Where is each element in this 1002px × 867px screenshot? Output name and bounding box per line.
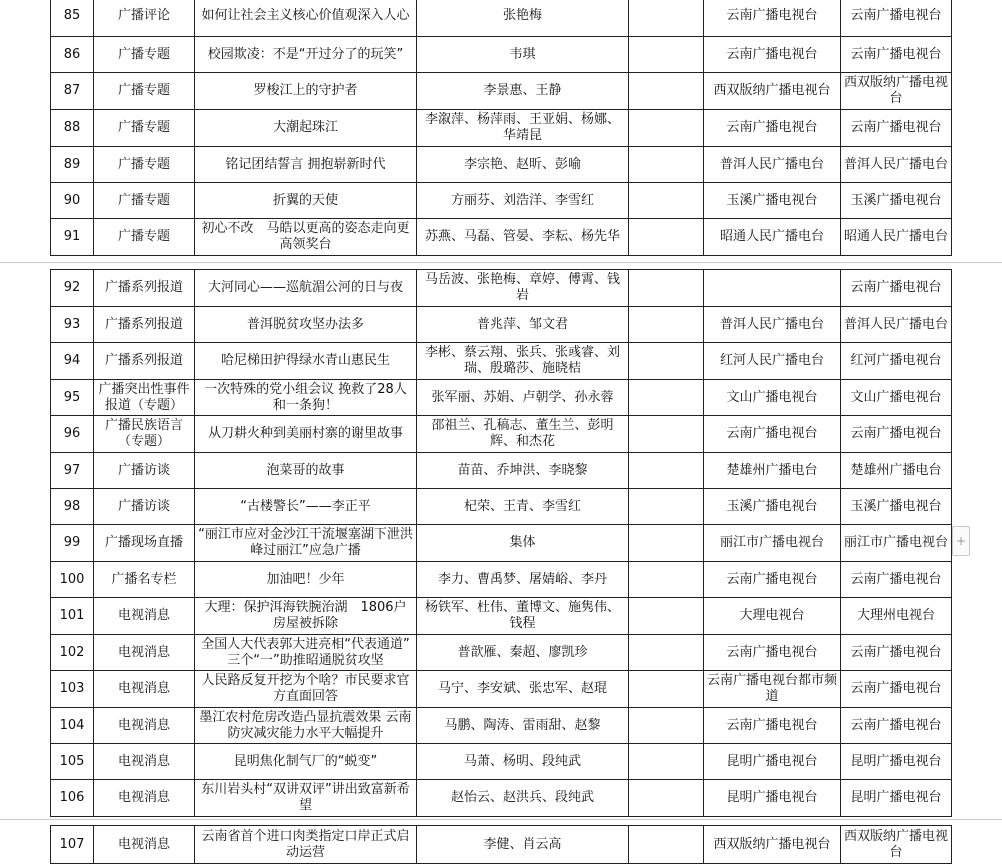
table-row bbox=[51, 343, 952, 380]
row-recommender: 楚雄州广播电台 bbox=[841, 453, 952, 489]
row-number: 107 bbox=[51, 826, 94, 864]
row-authors: 邵祖兰、孔稿志、董生兰、彭明辉、和杰花 bbox=[417, 416, 629, 453]
row-publisher: 西双版纳广播电视台 bbox=[704, 826, 841, 864]
table-row bbox=[51, 744, 952, 780]
table-row bbox=[51, 73, 952, 110]
row-authors: 马萧、杨明、段纯武 bbox=[417, 744, 629, 780]
row-category: 电视消息 bbox=[94, 635, 195, 671]
row-category: 广播专题 bbox=[94, 73, 195, 110]
row-number: 101 bbox=[51, 598, 94, 635]
row-blank-cell bbox=[629, 0, 704, 37]
row-title: 校园欺凌：不是“开过分了的玩笑” bbox=[195, 37, 417, 73]
row-authors: 韦琪 bbox=[417, 37, 629, 73]
row-authors: 苗苗、乔坤洪、李晓黎 bbox=[417, 453, 629, 489]
row-number: 94 bbox=[51, 343, 94, 380]
row-category: 广播系列报道 bbox=[94, 343, 195, 380]
page-break-line bbox=[0, 262, 1002, 263]
row-recommender: 云南广播电视台 bbox=[841, 635, 952, 671]
row-category: 广播专题 bbox=[94, 219, 195, 256]
row-number: 86 bbox=[51, 37, 94, 73]
row-category: 广播专题 bbox=[94, 110, 195, 147]
row-blank-cell bbox=[629, 598, 704, 635]
row-recommender: 昭通人民广播电台 bbox=[841, 219, 952, 256]
table-row bbox=[51, 147, 952, 183]
row-blank-cell bbox=[629, 73, 704, 110]
row-title: 初心不改 马皓以更高的姿态走向更高领奖台 bbox=[195, 219, 417, 256]
row-number: 89 bbox=[51, 147, 94, 183]
row-recommender: 玉溪广播电视台 bbox=[841, 183, 952, 219]
row-authors: 集体 bbox=[417, 525, 629, 562]
row-number: 102 bbox=[51, 635, 94, 671]
row-recommender: 云南广播电视台 bbox=[841, 562, 952, 598]
row-publisher: 玉溪广播电视台 bbox=[704, 183, 841, 219]
page-break-line bbox=[0, 819, 1002, 820]
row-title: 全国人大代表郭大进亮相“代表通道” 三个“一”助推昭通脱贫攻坚 bbox=[195, 635, 417, 671]
row-blank-cell bbox=[629, 453, 704, 489]
row-blank-cell bbox=[629, 744, 704, 780]
row-number: 103 bbox=[51, 671, 94, 708]
row-category: 广播访谈 bbox=[94, 453, 195, 489]
row-category: 电视消息 bbox=[94, 780, 195, 817]
row-category: 广播评论 bbox=[94, 0, 195, 37]
table-row bbox=[51, 453, 952, 489]
table-row bbox=[51, 525, 952, 562]
row-authors: 苏燕、马磊、管晏、李耘、杨先华 bbox=[417, 219, 629, 256]
row-authors: 普歆雁、秦超、廖凯珍 bbox=[417, 635, 629, 671]
row-publisher: 普洱人民广播电台 bbox=[704, 147, 841, 183]
table-row bbox=[51, 780, 952, 817]
table-row bbox=[51, 270, 952, 307]
row-blank-cell bbox=[629, 270, 704, 307]
row-title: 加油吧！少年 bbox=[195, 562, 417, 598]
row-publisher bbox=[704, 270, 841, 307]
table-row bbox=[51, 671, 952, 708]
row-publisher: 昆明广播电视台 bbox=[704, 780, 841, 817]
row-title: 大河同心——巡航湄公河的日与夜 bbox=[195, 270, 417, 307]
row-title: 人民路反复开挖为个啥？市民要求官方直面回答 bbox=[195, 671, 417, 708]
row-publisher: 云南广播电视台 bbox=[704, 37, 841, 73]
table-row bbox=[51, 219, 952, 256]
table-row bbox=[51, 826, 952, 864]
row-title: 哈尼梯田护得绿水青山惠民生 bbox=[195, 343, 417, 380]
row-recommender: 云南广播电视台 bbox=[841, 270, 952, 307]
row-blank-cell bbox=[629, 489, 704, 525]
awards-table-block-2 bbox=[50, 269, 952, 817]
row-number: 88 bbox=[51, 110, 94, 147]
row-recommender: 红河广播电视台 bbox=[841, 343, 952, 380]
row-title: 如何让社会主义核心价值观深入人心 bbox=[195, 0, 417, 37]
row-category: 电视消息 bbox=[94, 744, 195, 780]
row-title: 云南省首个进口肉类指定口岸正式启动运营 bbox=[195, 826, 417, 864]
row-blank-cell bbox=[629, 219, 704, 256]
row-authors: 赵怡云、赵洪兵、段纯武 bbox=[417, 780, 629, 817]
row-category: 广播专题 bbox=[94, 37, 195, 73]
table-row bbox=[51, 708, 952, 744]
row-title: 普洱脱贫攻坚办法多 bbox=[195, 307, 417, 343]
row-title: 从刀耕火种到美丽村寨的谢里故事 bbox=[195, 416, 417, 453]
row-number: 87 bbox=[51, 73, 94, 110]
row-publisher: 云南广播电视台 bbox=[704, 708, 841, 744]
row-category: 电视消息 bbox=[94, 708, 195, 744]
row-category: 电视消息 bbox=[94, 671, 195, 708]
row-number: 105 bbox=[51, 744, 94, 780]
row-publisher: 文山广播电视台 bbox=[704, 380, 841, 416]
row-authors: 杞荣、王青、李雪红 bbox=[417, 489, 629, 525]
row-title: 大潮起珠江 bbox=[195, 110, 417, 147]
row-category: 广播民族语言（专题） bbox=[94, 416, 195, 453]
row-publisher: 云南广播电视台 bbox=[704, 635, 841, 671]
row-publisher: 玉溪广播电视台 bbox=[704, 489, 841, 525]
row-recommender: 普洱人民广播电台 bbox=[841, 307, 952, 343]
row-blank-cell bbox=[629, 380, 704, 416]
row-title: 墨江农村危房改造凸显抗震效果 云南防灾减灾能力水平大幅提升 bbox=[195, 708, 417, 744]
row-blank-cell bbox=[629, 780, 704, 817]
row-title: 泡菜哥的故事 bbox=[195, 453, 417, 489]
row-number: 91 bbox=[51, 219, 94, 256]
table-row bbox=[51, 37, 952, 73]
row-authors: 张艳梅 bbox=[417, 0, 629, 37]
row-category: 电视消息 bbox=[94, 598, 195, 635]
row-publisher: 昆明广播电视台 bbox=[704, 744, 841, 780]
row-blank-cell bbox=[629, 826, 704, 864]
plus-icon[interactable]: + bbox=[952, 526, 970, 556]
row-recommender: 云南广播电视台 bbox=[841, 708, 952, 744]
row-category: 广播名专栏 bbox=[94, 562, 195, 598]
table-row bbox=[51, 598, 952, 635]
row-recommender: 普洱人民广播电台 bbox=[841, 147, 952, 183]
row-publisher: 丽江市广播电视台 bbox=[704, 525, 841, 562]
row-category: 广播现场直播 bbox=[94, 525, 195, 562]
row-recommender: 西双版纳广播电视台 bbox=[841, 73, 952, 110]
row-title: 一次特殊的党小组会议 挽救了28人和一条狗！ bbox=[195, 380, 417, 416]
row-title: 铭记团结誓言 拥抱崭新时代 bbox=[195, 147, 417, 183]
row-publisher: 云南广播电视台 bbox=[704, 110, 841, 147]
row-blank-cell bbox=[629, 416, 704, 453]
table-row bbox=[51, 183, 952, 219]
row-category: 广播系列报道 bbox=[94, 270, 195, 307]
row-blank-cell bbox=[629, 147, 704, 183]
row-category: 广播专题 bbox=[94, 183, 195, 219]
table-row bbox=[51, 635, 952, 671]
row-number: 90 bbox=[51, 183, 94, 219]
row-recommender: 丽江市广播电视台 bbox=[841, 525, 952, 562]
row-number: 85 bbox=[51, 0, 94, 37]
row-recommender: 玉溪广播电视台 bbox=[841, 489, 952, 525]
table-row bbox=[51, 0, 952, 37]
row-category: 广播访谈 bbox=[94, 489, 195, 525]
row-title: 折翼的天使 bbox=[195, 183, 417, 219]
row-blank-cell bbox=[629, 635, 704, 671]
row-authors: 李溆萍、杨萍雨、王亚娟、杨娜、华靖昆 bbox=[417, 110, 629, 147]
row-number: 92 bbox=[51, 270, 94, 307]
row-publisher: 西双版纳广播电视台 bbox=[704, 73, 841, 110]
row-publisher: 楚雄州广播电台 bbox=[704, 453, 841, 489]
row-title: 昆明焦化制气厂的“蜕变” bbox=[195, 744, 417, 780]
row-publisher: 大理电视台 bbox=[704, 598, 841, 635]
row-publisher: 云南广播电视台 bbox=[704, 0, 841, 37]
row-authors: 马鹏、陶涛、雷雨甜、赵黎 bbox=[417, 708, 629, 744]
row-recommender: 西双版纳广播电视台 bbox=[841, 826, 952, 864]
row-number: 93 bbox=[51, 307, 94, 343]
row-authors: 李力、曹禹梦、屠婧峪、李丹 bbox=[417, 562, 629, 598]
row-blank-cell bbox=[629, 562, 704, 598]
row-category: 广播系列报道 bbox=[94, 307, 195, 343]
row-recommender: 大理州电视台 bbox=[841, 598, 952, 635]
row-blank-cell bbox=[629, 37, 704, 73]
table-row bbox=[51, 380, 952, 416]
awards-table-block-3 bbox=[50, 825, 952, 864]
row-recommender: 云南广播电视台 bbox=[841, 416, 952, 453]
awards-table-block-1 bbox=[50, 0, 952, 256]
row-blank-cell bbox=[629, 671, 704, 708]
row-publisher: 普洱人民广播电台 bbox=[704, 307, 841, 343]
row-recommender: 云南广播电视台 bbox=[841, 0, 952, 37]
row-authors: 李健、肖云高 bbox=[417, 826, 629, 864]
row-authors: 方丽芬、刘浩洋、李雪红 bbox=[417, 183, 629, 219]
row-title: 罗梭江上的守护者 bbox=[195, 73, 417, 110]
row-recommender: 昆明广播电视台 bbox=[841, 744, 952, 780]
table-row bbox=[51, 110, 952, 147]
row-publisher: 云南广播电视台都市频道 bbox=[704, 671, 841, 708]
table-row bbox=[51, 416, 952, 453]
row-number: 106 bbox=[51, 780, 94, 817]
row-category: 电视消息 bbox=[94, 826, 195, 864]
row-category: 广播突出性事件报道（专题） bbox=[94, 380, 195, 416]
row-publisher: 云南广播电视台 bbox=[704, 416, 841, 453]
row-title: “丽江市应对金沙江干流堰塞湖下泄洪峰过丽江”应急广播 bbox=[195, 525, 417, 562]
row-blank-cell bbox=[629, 183, 704, 219]
row-number: 104 bbox=[51, 708, 94, 744]
row-number: 100 bbox=[51, 562, 94, 598]
row-number: 98 bbox=[51, 489, 94, 525]
row-recommender: 文山广播电视台 bbox=[841, 380, 952, 416]
row-authors: 李宗艳、赵昕、彭喻 bbox=[417, 147, 629, 183]
row-publisher: 云南广播电视台 bbox=[704, 562, 841, 598]
row-recommender: 昆明广播电视台 bbox=[841, 780, 952, 817]
row-recommender: 云南广播电视台 bbox=[841, 110, 952, 147]
row-authors: 李彬、蔡云翔、张兵、张彧睿、刘瑞、殷璐莎、施晓桔 bbox=[417, 343, 629, 380]
row-title: “古楼警长”——李正平 bbox=[195, 489, 417, 525]
row-blank-cell bbox=[629, 307, 704, 343]
row-title: 东川岩头村“双讲双评”讲出致富新希望 bbox=[195, 780, 417, 817]
row-recommender: 云南广播电视台 bbox=[841, 671, 952, 708]
row-authors: 张军丽、苏娟、卢朝学、孙永蓉 bbox=[417, 380, 629, 416]
row-authors: 杨铁军、杜伟、董博文、施隽伟、钱程 bbox=[417, 598, 629, 635]
table-row bbox=[51, 307, 952, 343]
row-blank-cell bbox=[629, 110, 704, 147]
row-publisher: 红河人民广播电台 bbox=[704, 343, 841, 380]
row-number: 99 bbox=[51, 525, 94, 562]
row-category: 广播专题 bbox=[94, 147, 195, 183]
row-authors: 普兆萍、邹文君 bbox=[417, 307, 629, 343]
row-blank-cell bbox=[629, 525, 704, 562]
row-authors: 马宁、李安斌、张忠军、赵琨 bbox=[417, 671, 629, 708]
table-row bbox=[51, 489, 952, 525]
row-blank-cell bbox=[629, 343, 704, 380]
row-title: 大理：保护洱海铁腕治湖 1806户房屋被拆除 bbox=[195, 598, 417, 635]
row-authors: 李景惠、王静 bbox=[417, 73, 629, 110]
row-number: 95 bbox=[51, 380, 94, 416]
table-row bbox=[51, 562, 952, 598]
row-recommender: 云南广播电视台 bbox=[841, 37, 952, 73]
row-blank-cell bbox=[629, 708, 704, 744]
row-publisher: 昭通人民广播电台 bbox=[704, 219, 841, 256]
row-number: 96 bbox=[51, 416, 94, 453]
row-number: 97 bbox=[51, 453, 94, 489]
row-authors: 马岳波、张艳梅、章婷、傅霄、钱岩 bbox=[417, 270, 629, 307]
